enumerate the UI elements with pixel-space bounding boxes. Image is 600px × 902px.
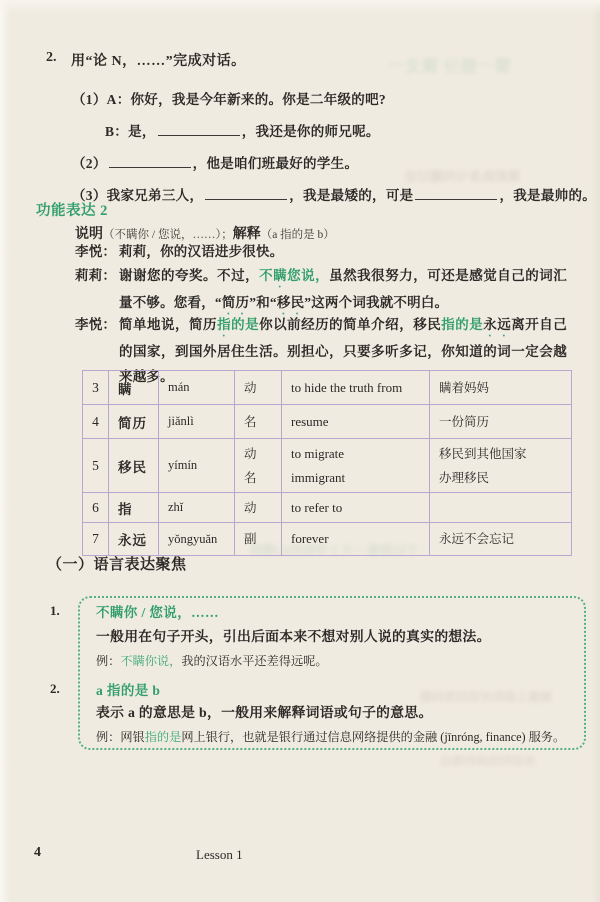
vocab-pinyin: jiǎnlì <box>159 405 235 439</box>
speaker-name: 莉莉： <box>75 268 117 283</box>
lesson-label: Lesson 1 <box>196 847 243 862</box>
vocab-pinyin: yǒngyuǎn <box>159 523 235 556</box>
exercise-title: 用“论 N，……”完成对话。 <box>71 54 246 69</box>
text-segment: 指 <box>217 317 232 332</box>
text-segment: 我的汉语水平还差得远呢。 <box>181 654 328 668</box>
text-segment: 移民 <box>276 295 305 310</box>
example-line: 移民到其他国家 <box>439 446 527 461</box>
text-segment: （1）A：你好，我是今年新来的。你是二年级的吧? <box>72 92 386 107</box>
text-segment: 离开自己的国家，到国外居住生活。别担心，只要多听多记，你知道的词一定会越来越多。 <box>119 317 568 384</box>
text-segment: 指的是 <box>441 317 484 332</box>
exercise-item-1b <box>105 120 380 140</box>
pos-line: 动 <box>244 500 257 515</box>
vocab-meaning <box>282 523 430 556</box>
vocab-pinyin: mán <box>159 371 235 405</box>
text-segment: ”和“ <box>249 295 277 310</box>
text-segment: 网上银行，也就是银行通过信息网络提供的金融 (jīnróng, finance) 服务。 <box>181 730 566 744</box>
vocab-example <box>430 523 572 556</box>
vocab-meaning <box>282 371 430 405</box>
text-segment: ，他是咱们班最好的学生。 <box>192 156 359 171</box>
example-line: 一份简历 <box>439 414 490 429</box>
meaning-line: to refer to <box>291 499 343 515</box>
vocab-row <box>83 405 572 439</box>
meaning-line: to migrate <box>291 445 345 461</box>
exercise-item-3 <box>72 184 596 204</box>
vocabulary-table <box>82 370 572 556</box>
focus-item-explanation: 表示 a 的意思是 b，一般用来解释词语或句子的意思。 <box>96 705 433 720</box>
focus-item-number: 2. <box>50 681 60 696</box>
text-segment: 不瞒你说， <box>120 654 182 668</box>
example-line: 永远不会忘记 <box>439 532 515 546</box>
vocab-row <box>83 439 572 493</box>
text-segment: 您说， <box>287 268 330 283</box>
fill-in-blank <box>109 155 191 168</box>
vocab-meaning <box>282 405 430 439</box>
exercise-item-1 <box>72 88 386 108</box>
meaning-line: resume <box>291 413 329 429</box>
vocab-pinyin: yímín <box>159 439 235 493</box>
vocab-word: 指 <box>109 493 159 523</box>
vocab-index: 3 <box>83 371 109 405</box>
focus-item-explanation: 一般用在句子开头，引出后面本来不想对别人说的真实的想法。 <box>96 629 491 644</box>
vocab-row <box>83 371 572 405</box>
text-segment: 瞒 <box>273 268 288 283</box>
dialogue-text <box>75 240 567 265</box>
vocab-index: 7 <box>83 523 109 556</box>
text-segment: 例：网银 <box>96 730 145 744</box>
text-segment: B：是， <box>105 124 156 139</box>
page-number: 4 <box>34 845 41 860</box>
text-segment: 简单地说，简历 <box>119 317 218 332</box>
meaning-line: immigrant <box>291 469 346 485</box>
text-segment: 你以前经历的简单介绍，移民 <box>259 317 442 332</box>
vocab-example <box>430 439 572 493</box>
vocab-word: 瞒 <box>109 371 159 405</box>
meaning-line: to hide the truth from <box>291 379 403 395</box>
pos-line: 动 <box>244 446 257 461</box>
text-segment: ，我还是你的师兄呢。 <box>241 124 380 139</box>
text-segment: 说明 <box>75 227 103 242</box>
text-segment: （不瞒你 / 您说，……）； <box>103 229 233 241</box>
text-segment: 指的是 <box>144 730 182 744</box>
example-line: 瞒着妈妈 <box>439 380 490 395</box>
vocab-pos <box>235 493 282 523</box>
pos-line: 动 <box>244 380 257 395</box>
text-segment: 谢谢您的夸奖。不过， <box>119 268 260 283</box>
text-segment: 的是 <box>231 317 260 332</box>
section-heading-function-expression: 功能表达 2 <box>36 203 108 219</box>
text-segment: 虽然我很努力，可还是感觉自己的词汇量不够。您看，“ <box>119 268 567 310</box>
exercise-item-2 <box>72 152 358 172</box>
text-segment: 不 <box>259 268 274 283</box>
vocab-row <box>83 523 572 556</box>
bleedthrough-text: 来说明选择的理由 <box>440 754 537 768</box>
vocab-word: 移民 <box>109 439 159 493</box>
vocab-example <box>430 493 572 523</box>
speaker-name: 李悦： <box>75 244 117 259</box>
text-segment: （3）我家兄弟三人， <box>72 188 204 203</box>
focus-item-example <box>96 728 565 745</box>
text-segment: 简历 <box>221 295 250 310</box>
vocab-example <box>430 371 572 405</box>
text-segment: 例： <box>96 654 121 668</box>
vocab-pos <box>235 405 282 439</box>
pos-line: 副 <box>244 532 257 546</box>
vocab-pos <box>235 523 282 556</box>
text-segment: （a 指的是 b） <box>260 229 335 241</box>
exercise-number: 2. <box>46 50 57 65</box>
pos-line: 名 <box>244 414 257 429</box>
fill-in-blank <box>158 123 240 136</box>
vocab-index: 6 <box>83 493 109 523</box>
vocab-meaning <box>282 439 430 493</box>
speaker-name: 李悦： <box>75 317 117 332</box>
focus-item-number: 1. <box>50 603 60 618</box>
vocab-pinyin: zhǐ <box>159 493 235 523</box>
text-segment: 永远 <box>483 317 512 332</box>
vocab-row <box>83 493 572 523</box>
text-segment: ，我是最矮的，可是 <box>289 188 414 203</box>
bleedthrough-text: 不记得第一天上学时的心情吗 <box>250 543 420 558</box>
vocab-index: 4 <box>83 405 109 439</box>
focus-item-title: 不瞒你 / 您说，…… <box>96 605 219 620</box>
vocab-pos <box>235 439 282 493</box>
section-heading-language-focus: （一）语言表达聚焦 <box>47 557 187 573</box>
fill-in-blank <box>205 187 287 200</box>
vocab-index: 5 <box>83 439 109 493</box>
vocab-word: 简历 <box>109 405 159 439</box>
pos-line: 名 <box>244 470 257 485</box>
bleedthrough-text: 根据上面的对话回答问题 <box>420 690 553 704</box>
example-line: 办理移民 <box>439 470 490 485</box>
text-segment: ”这两个词我就不明白。 <box>304 295 449 310</box>
dialogue-line <box>75 264 567 318</box>
focus-item-title: a 指的是 b <box>96 683 161 698</box>
dialogue-line <box>75 240 567 265</box>
text-segment: 莉莉，你的汉语进步很快。 <box>119 244 284 259</box>
text-segment: （2） <box>72 156 107 171</box>
bleedthrough-text: 第一部分 课文一 <box>388 57 512 76</box>
fill-in-blank <box>415 187 497 200</box>
vocab-word: 永远 <box>109 523 159 556</box>
text-segment: 解释 <box>232 227 261 242</box>
meaning-line: forever <box>291 531 329 546</box>
vocab-meaning <box>282 493 430 523</box>
focus-item-example <box>96 652 328 669</box>
dialogue-text <box>75 264 567 318</box>
vocab-example <box>430 405 572 439</box>
vocab-pos <box>235 371 282 405</box>
text-segment: ，我是最帅的。 <box>499 188 597 203</box>
bleedthrough-text: 课前热身与问题讨论 <box>404 169 522 184</box>
